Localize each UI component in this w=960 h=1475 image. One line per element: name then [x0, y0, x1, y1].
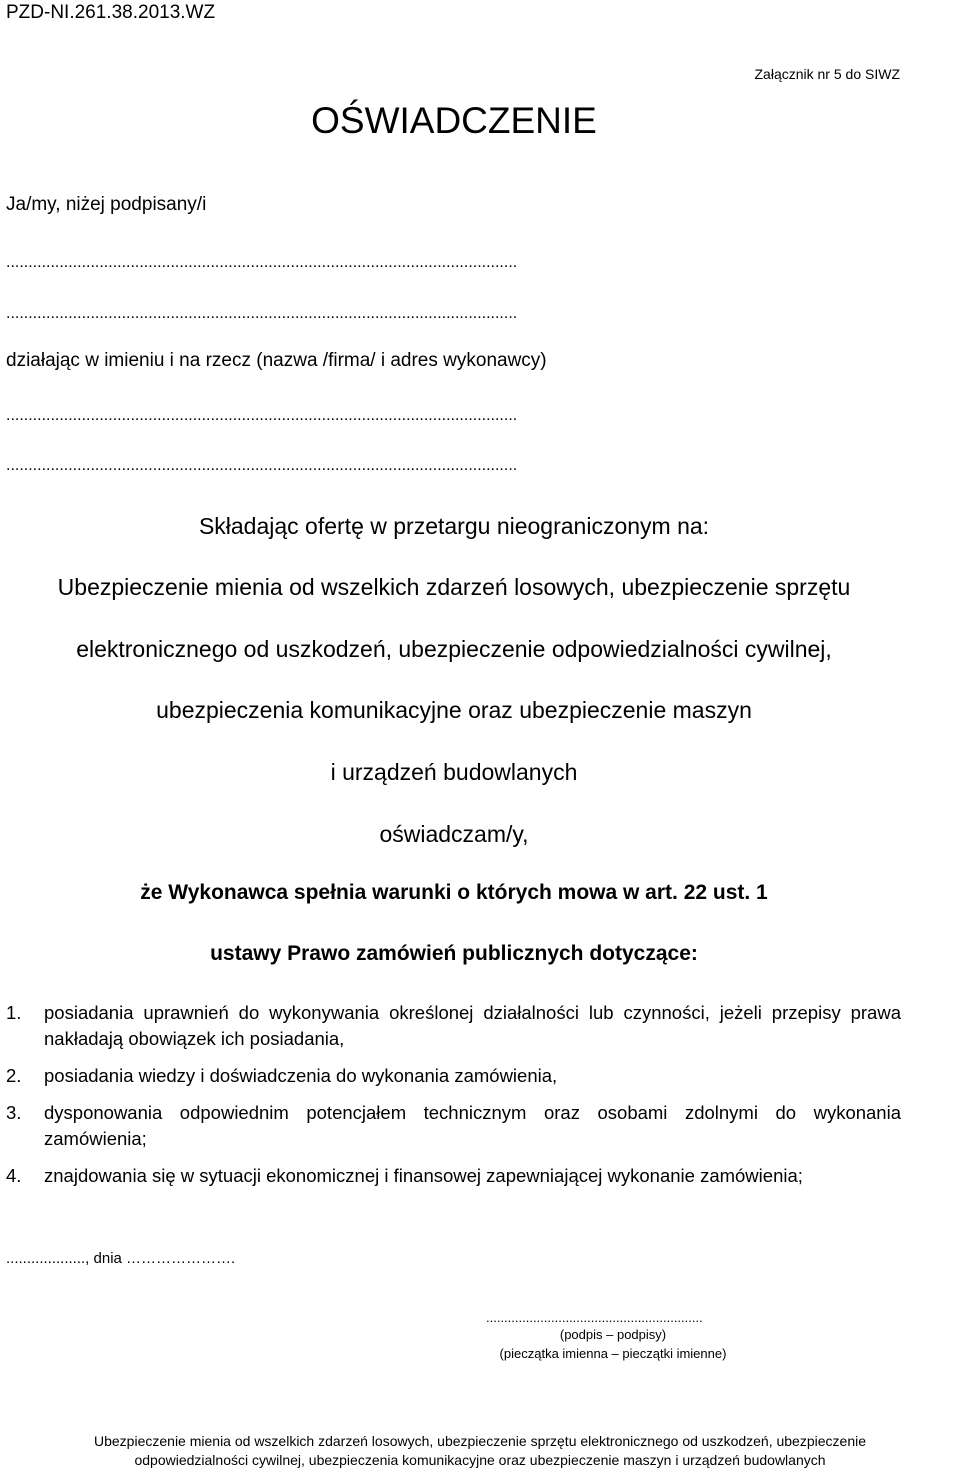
list-item: 2. posiadania wiedzy i doświadczenia do wykonania zamówienia, [6, 1065, 558, 1086]
name-fill-line-1: ................................................................................................................... [6, 254, 518, 271]
place-date-line: ..................., dnia …………………. [6, 1250, 236, 1267]
offer-line: elektronicznego od uszkodzeń, ubezpieczenie odpowiedzialności cywilnej, [76, 636, 832, 662]
acting-on-behalf-text: działając w imieniu i na rzecz (nazwa /firma/ i adres wykonawcy) [6, 350, 547, 371]
intro-text: Ja/my, niżej podpisany/i [6, 194, 207, 215]
conditions-heading: ustawy Prawo zamówień publicznych dotyczące: [210, 942, 698, 965]
attachment-label: Załącznik nr 5 do SIWZ [754, 66, 900, 82]
list-item: 1. posiadania uprawnień do wykonywania określonej działalności lub czynności, jeżeli przepisy prawa nakładają obowiązek ich posiadania, [6, 1002, 901, 1049]
signature-line: ............................................................ [486, 1310, 703, 1325]
signature-caption: (podpis – podpisy) [559, 1327, 667, 1342]
document-reference: PZD-NI.261.38.2013.WZ [6, 2, 216, 23]
company-fill-line-1: ................................................................................................................... [6, 407, 518, 424]
footer-line: odpowiedzialności cywilnej, ubezpieczenia komunikacyjne oraz ubezpieczenie maszyn i urządzeń budowlanych [134, 1452, 826, 1468]
company-fill-line-2: ................................................................................................................... [6, 457, 518, 474]
offer-line: Ubezpieczenie mienia od wszelkich zdarzeń losowych, ubezpieczenie sprzętu [57, 574, 851, 600]
stamp-caption: (pieczątka imienna – pieczątki imienne) [499, 1346, 727, 1361]
page-title: OŚWIADCZENIE [311, 100, 597, 141]
offer-line: ubezpieczenia komunikacyjne oraz ubezpieczenie maszyn [156, 697, 752, 723]
list-item: 3. dysponowania odpowiednim potencjałem technicznym oraz osobami zdolnymi do wykonania zamówienia; [6, 1102, 901, 1149]
list-item: 4. znajdowania się w sytuacji ekonomicznej i finansowej zapewniającej wykonanie zamówienia; [6, 1165, 803, 1186]
name-fill-line-2: ................................................................................................................... [6, 305, 518, 322]
conditions-list [6, 1000, 901, 1200]
footer-line: Ubezpieczenie mienia od wszelkich zdarzeń losowych, ubezpieczenie sprzętu elektronicznego od uszkodzeń, ubezpieczenie [94, 1433, 866, 1449]
offer-line: Składając ofertę w przetargu nieograniczonym na: [198, 513, 710, 539]
conditions-heading: że Wykonawca spełnia warunki o których mowa w art. 22 ust. 1 [140, 881, 768, 904]
declaration-text: oświadczam/y, [379, 821, 529, 847]
offer-line: i urządzeń budowlanych [330, 759, 578, 785]
